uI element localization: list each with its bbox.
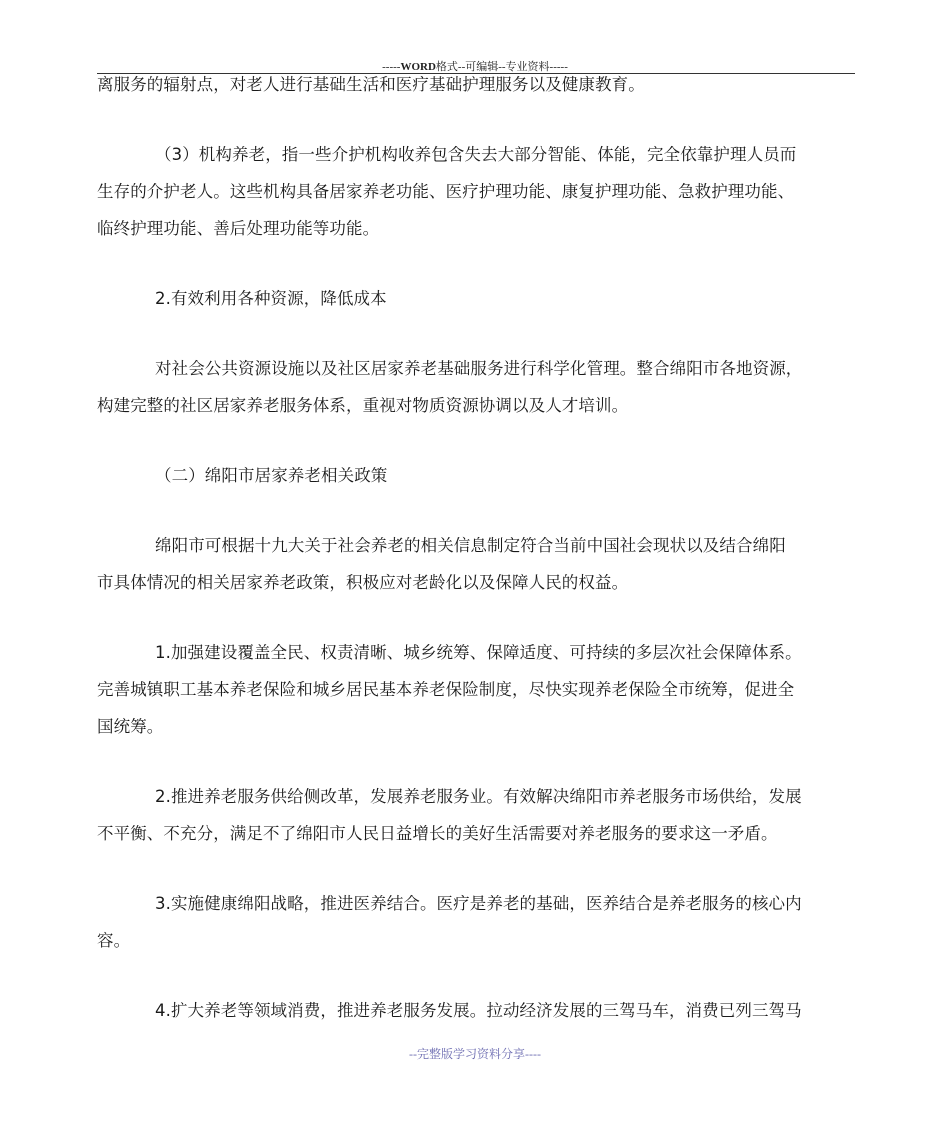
text-line: 2.推进养老服务供给侧改革，发展养老服务业。有效解决绵阳市养老服务市场供给，发展 [155, 787, 802, 806]
text-line: 国统筹。 [97, 717, 164, 736]
text-line: 完善城镇职工基本养老保险和城乡居民基本养老保险制度，尽快实现养老保险全市统筹，促进全 [97, 680, 795, 699]
header-word: WORD [400, 61, 436, 73]
paragraph-policy-3 [97, 885, 857, 959]
text-line: （二）绵阳市居家养老相关政策 [155, 466, 388, 485]
text-line: 2.有效利用各种资源，降低成本 [155, 289, 387, 308]
text-line: 构建完整的社区居家养老服务体系，重视对物质资源协调以及人才培训。 [97, 396, 629, 415]
text-line: 绵阳市可根据十九大关于社会养老的相关信息制定符合当前中国社会现状以及结合绵阳 [155, 536, 786, 555]
document-body [97, 66, 857, 1029]
text-line: 临终护理功能、善后处理功能等功能。 [97, 219, 380, 238]
text-line: 生存的介护老人。这些机构具备居家养老功能、医疗护理功能、康复护理功能、急救护理功能、 [97, 182, 795, 201]
text-line: 4.扩大养老等领域消费，推进养老服务发展。拉动经济发展的三驾马车，消费已列三驾马 [155, 1001, 802, 1020]
paragraph-institutional-care [97, 136, 857, 247]
paragraph-continuation [97, 66, 857, 103]
paragraph-policy-2 [97, 778, 857, 852]
heading-policies [97, 457, 857, 494]
page-footer: --完整版学习资料分享---- [409, 1047, 541, 1061]
header-rest: 格式--可编辑--专业资料----- [435, 61, 568, 73]
header-prefix: ----- [382, 61, 401, 73]
text-line: 容。 [97, 931, 131, 950]
text-line: 市具体情况的相关居家养老政策，积极应对老龄化以及保障人民的权益。 [97, 573, 629, 592]
paragraph-policy-1 [97, 634, 857, 745]
text-line: 不平衡、不充分，满足不了绵阳市人民日益增长的美好生活需要对养老服务的要求这一矛盾。 [97, 824, 778, 843]
text-line: 1.加强建设覆盖全民、权责清晰、城乡统筹、保障适度、可持续的多层次社会保障体系。 [155, 643, 802, 662]
heading-resources [97, 280, 857, 317]
text-line: （3）机构养老，指一些介护机构收养包含失去大部分智能、体能，完全依靠护理人员而 [155, 145, 797, 164]
paragraph-policy-intro [97, 527, 857, 601]
paragraph-policy-4 [97, 992, 857, 1029]
text-line: 3.实施健康绵阳战略，推进医养结合。医疗是养老的基础，医养结合是养老服务的核心内 [155, 894, 802, 913]
paragraph-resource-management [97, 350, 857, 424]
text-line: 对社会公共资源设施以及社区居家养老基础服务进行科学化管理。整合绵阳市各地资源， [155, 359, 803, 378]
text-line: 离服务的辐射点，对老人进行基础生活和医疗基础护理服务以及健康教育。 [97, 75, 645, 94]
